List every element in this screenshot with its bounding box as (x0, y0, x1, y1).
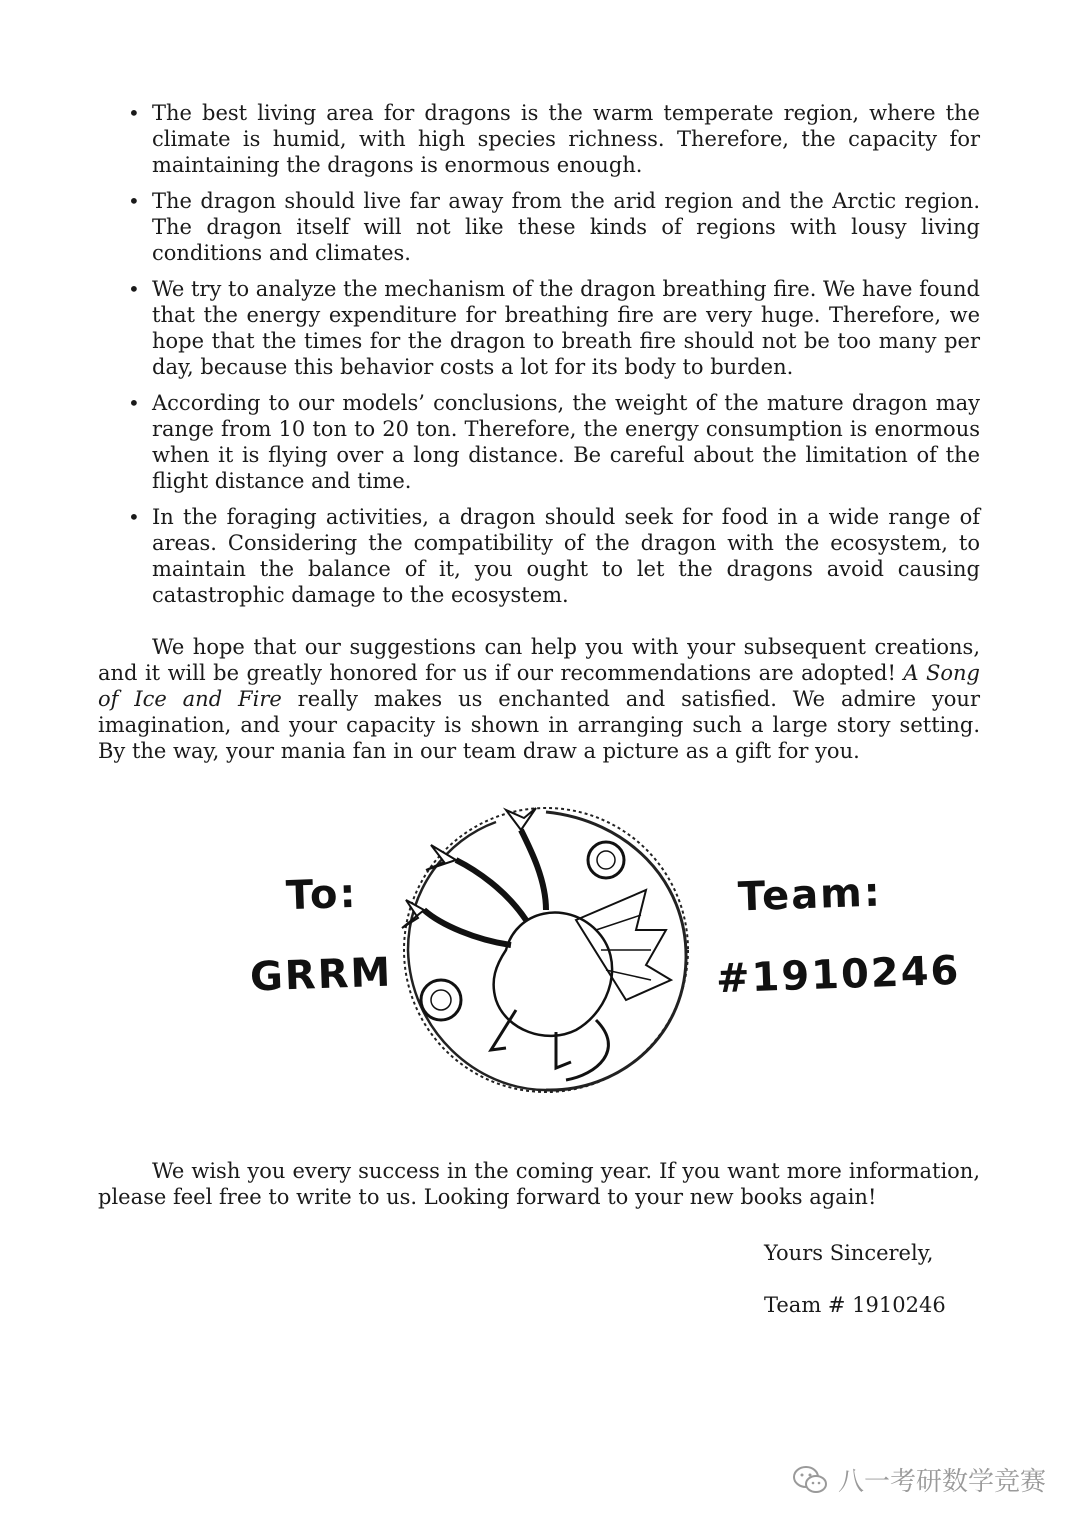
to-label: To: (285, 870, 359, 920)
wechat-icon (792, 1465, 828, 1495)
list-item: • According to our models’ conclusions, the weight of the mature dragon may range from 10 ton to 20 ton. Therefore, the energy consumption is enormous when it is flying over a long distance. Be careful about the limitation of the flight distance and time. (128, 391, 980, 493)
valediction: Yours Sincerely, (764, 1241, 934, 1265)
book-title: A Song of Ice and Fire (98, 661, 980, 711)
bullet-icon: • (128, 189, 140, 213)
recipient-name: GRRM (249, 949, 394, 1001)
team-number: #1910246 (715, 947, 962, 1003)
bullet-icon: • (128, 505, 140, 529)
team-label: Team: (737, 869, 883, 921)
team-signature: Team # 1910246 (764, 1293, 946, 1317)
list-item: • The dragon should live far away from the arid region and the Arctic region. The dragon itself will not like these kinds of regions with lousy living conditions and climates. (128, 189, 980, 265)
list-item: • We try to analyze the mechanism of the dragon breathing fire. We have found that the energy expenditure for breathing fire are very huge. Therefore, we hope that the times for the dragon to breath fire should not be too many per day, because this behavior costs a lot for its body to burden. (128, 277, 980, 379)
watermark-text: 八一考研数学竞赛 (837, 1467, 1046, 1497)
watermark (792, 1461, 1046, 1498)
bullet-icon: • (128, 101, 140, 125)
dragon-sigil-icon (396, 800, 696, 1100)
letter-page (98, 100, 980, 1317)
bullet-icon: • (128, 391, 140, 415)
list-item: • The best living area for dragons is the warm temperate region, where the climate is humid, with high species richness. Therefore, the capacity for maintaining the dragons is enormous enough. (128, 101, 980, 177)
list-item: • In the foraging activities, a dragon should seek for food in a wide range of areas. Considering the compatibility of the dragon with the ecosystem, to maintain the balance of it, you ought to let the dragons avoid causing catastrophic damage to the ecosystem. (128, 505, 980, 607)
gift-drawing (98, 800, 980, 1100)
bullet-icon: • (128, 277, 140, 301)
suggestion-list (98, 100, 980, 608)
gift-paragraph: We hope that our suggestions can help you with your subsequent creations, and it will be greatly honored for us if our recommendations are adopted! A Song of Ice and Fire really makes us enchanted and satisfied. We admire your imagination, and your capacity is shown in arranging such a large story setting. By the way, your mania fan in our team draw a picture as a gift for you. (98, 635, 980, 763)
closing-paragraph: We wish you every success in the coming year. If you want more information, please feel free to write to us. Looking forward to your new books again! (98, 1159, 980, 1209)
